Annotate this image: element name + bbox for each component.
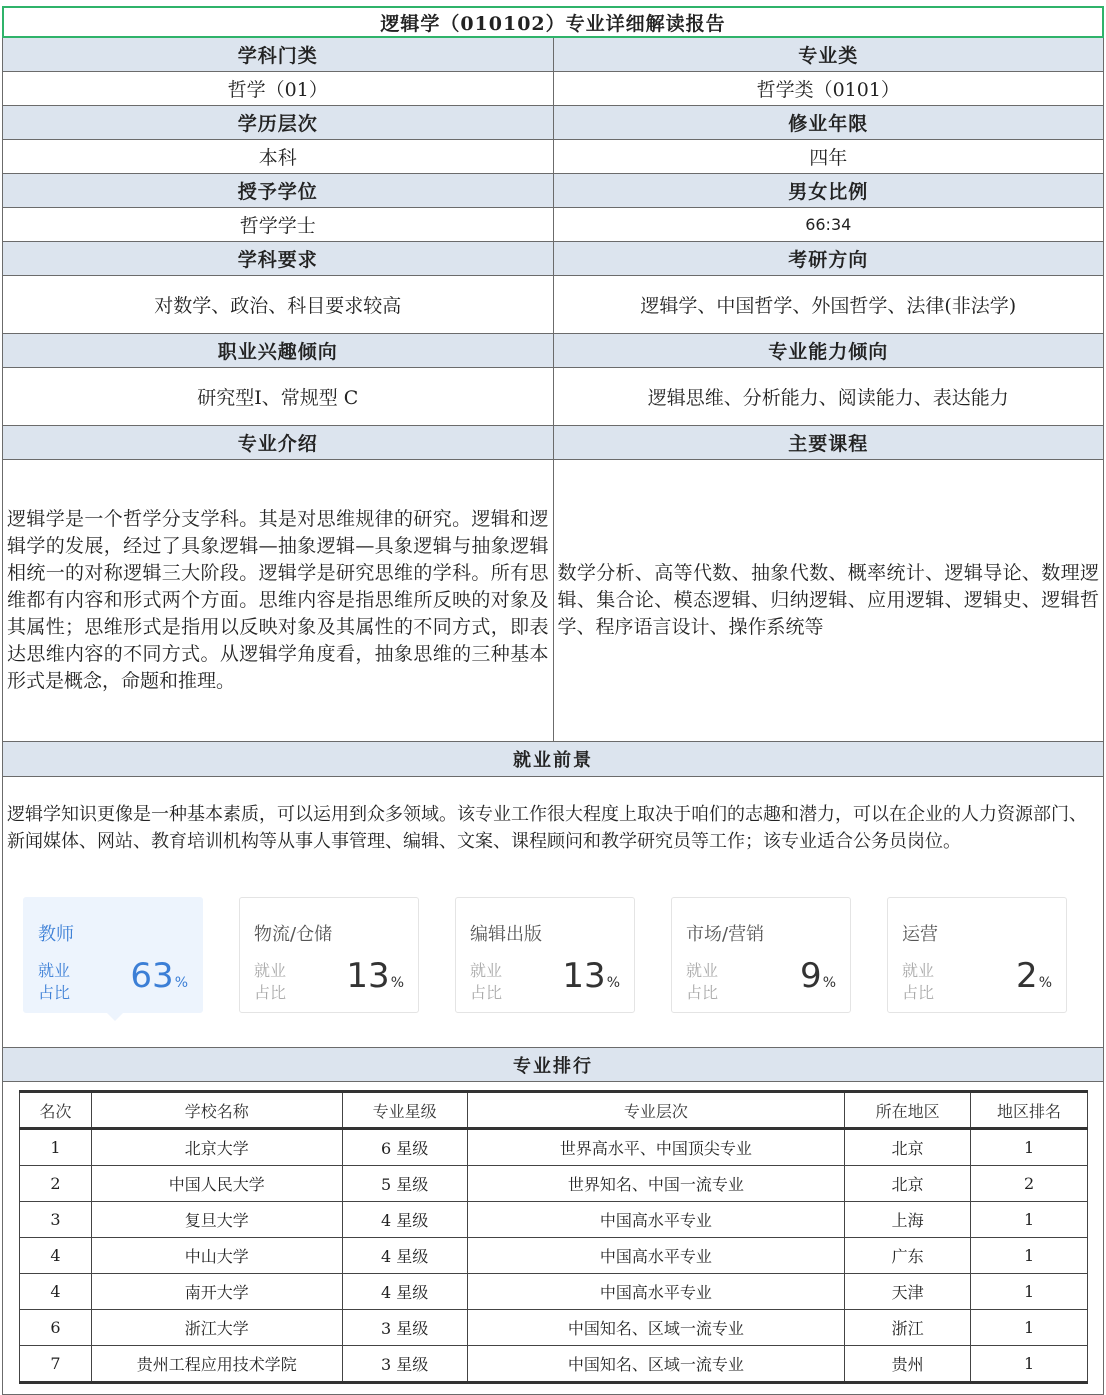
card-label-line2: 占比 [470,983,503,1002]
card-value [562,956,620,996]
cell-region: 北京 [845,1166,971,1202]
header-subject-requirement: 学科要求 [3,242,553,275]
header-major-class: 专业类 [553,38,1104,71]
cell-school: 浙江大学 [91,1310,342,1346]
cell-rank: 7 [20,1346,92,1383]
cell-region-rank: 1 [971,1346,1088,1383]
cell-level: 中国高水平专业 [467,1238,845,1274]
info-header-row [2,106,1104,140]
value-ability-tendency: 逻辑思维、分析能力、阅读能力、表达能力 [553,368,1104,425]
ranking-section [2,1082,1104,1395]
header-postgrad-direction: 考研方向 [553,242,1104,275]
major-intro-cell [3,460,553,741]
cell-region-rank: 1 [971,1238,1088,1274]
card-value-number: 13 [346,956,390,996]
cell-stars: 4 星级 [342,1202,467,1238]
card-label-line2: 占比 [902,983,935,1002]
cell-region: 上海 [845,1202,971,1238]
cell-school: 中国人民大学 [91,1166,342,1202]
card-label-line1: 就业 [254,961,287,980]
employment-card-marketing[interactable] [671,897,851,1013]
card-value [1016,956,1052,996]
cell-region-rank: 1 [971,1129,1088,1166]
cell-level: 中国高水平专业 [467,1202,845,1238]
ranking-header: 专业排行 [2,1047,1104,1082]
card-value [346,956,404,996]
card-value-unit: % [174,975,188,991]
card-label [686,960,718,1004]
header-major-intro: 专业介绍 [3,426,553,459]
card-label-line1: 就业 [686,961,719,980]
cell-region-rank: 2 [971,1166,1088,1202]
value-education-level: 本科 [3,140,553,173]
card-value [800,956,836,996]
cell-school: 北京大学 [91,1129,342,1166]
cell-region: 北京 [845,1129,971,1166]
info-value-row [2,72,1104,106]
cell-level: 中国知名、区域一流专业 [467,1310,845,1346]
employment-card-publishing[interactable] [455,897,635,1013]
card-value-number: 13 [562,956,606,996]
employment-card-operations[interactable] [887,897,1067,1013]
major-intro-text: 逻辑学是一个哲学分支学科。其是对思维规律的研究。逻辑和逻辑学的发展，经过了具象逻辑—抽象逻辑—具象逻辑与抽象逻辑相统一的对称逻辑三大阶段。逻辑学是研究思维的学科。所有思维都有内容和形式两个方面。思维内容是指思维所反映的对象及其属性；思维形式是指用以反映对象及其属性的不同方式，即表达思维内容的不同方式。从逻辑学角度看，抽象思维的三种基本形式是概念，命题和推理。 [7,508,549,692]
card-name: 市场/营销 [686,924,765,945]
report-sheet [2,6,1104,1395]
card-value-number: 63 [130,956,174,996]
header-study-duration: 修业年限 [553,106,1104,139]
header-career-interest: 职业兴趣倾向 [3,334,553,367]
cell-stars: 3 星级 [342,1310,467,1346]
employment-section [2,777,1104,1047]
cell-stars: 4 星级 [342,1274,467,1310]
table-row [20,1202,1088,1238]
cell-school: 南开大学 [91,1274,342,1310]
info-header-row [2,174,1104,208]
table-row [20,1274,1088,1310]
card-name: 教师 [38,924,74,945]
employment-header: 就业前景 [2,742,1104,777]
card-label-line1: 就业 [470,961,503,980]
col-level: 专业层次 [467,1092,845,1129]
card-value-number: 9 [800,956,822,996]
ranking-header-row [20,1092,1088,1129]
info-header-row [2,242,1104,276]
cell-school: 中山大学 [91,1238,342,1274]
cell-school: 贵州工程应用技术学院 [91,1346,342,1383]
report-title: 逻辑学（010102）专业详细解读报告 [2,6,1104,38]
cell-stars: 4 星级 [342,1238,467,1274]
intro-content-row [2,460,1104,742]
cell-region-rank: 1 [971,1202,1088,1238]
value-postgrad-direction: 逻辑学、中国哲学、外国哲学、法律(非法学) [553,276,1104,333]
cell-region: 贵州 [845,1346,971,1383]
cell-level: 世界高水平、中国顶尖专业 [467,1129,845,1166]
main-courses-text: 数学分析、高等代数、抽象代数、概率统计、逻辑导论、数理逻辑、集合论、模态逻辑、归纳逻辑、应用逻辑、逻辑史、逻辑哲学、程序语言设计、操作系统等 [557,562,1099,638]
cell-region: 浙江 [845,1310,971,1346]
card-name: 编辑出版 [470,924,542,945]
header-discipline-category: 学科门类 [3,38,553,71]
card-value-unit: % [1038,975,1052,991]
info-value-row [2,208,1104,242]
value-degree: 哲学学士 [3,208,553,241]
active-card-pointer [106,1012,124,1021]
card-label [902,960,934,1004]
col-school: 学校名称 [91,1092,342,1129]
card-label [470,960,502,1004]
card-name: 运营 [902,924,938,945]
col-stars: 专业星级 [342,1092,467,1129]
table-row [20,1346,1088,1383]
card-label-line2: 占比 [686,983,719,1002]
value-discipline-category: 哲学（01） [3,72,553,105]
cell-stars: 6 星级 [342,1129,467,1166]
card-label-line1: 就业 [902,961,935,980]
info-value-row [2,276,1104,334]
cell-region: 广东 [845,1238,971,1274]
cell-level: 中国知名、区域一流专业 [467,1346,845,1383]
col-rank: 名次 [20,1092,92,1129]
header-degree: 授予学位 [3,174,553,207]
header-education-level: 学历层次 [3,106,553,139]
info-value-row [2,368,1104,426]
employment-cards [23,897,1103,1013]
card-value-unit: % [606,975,620,991]
card-label-line2: 占比 [38,983,71,1002]
cell-school: 复旦大学 [91,1202,342,1238]
cell-rank: 4 [20,1274,92,1310]
value-study-duration: 四年 [553,140,1104,173]
header-main-courses: 主要课程 [553,426,1104,459]
intro-header-row [2,426,1104,460]
cell-rank: 3 [20,1202,92,1238]
card-value-unit: % [390,975,404,991]
card-label [254,960,286,1004]
card-label-line2: 占比 [254,983,287,1002]
table-row [20,1238,1088,1274]
value-gender-ratio: 66:34 [553,208,1104,241]
cell-stars: 5 星级 [342,1166,467,1202]
cell-region-rank: 1 [971,1274,1088,1310]
cell-level: 中国高水平专业 [467,1274,845,1310]
header-gender-ratio: 男女比例 [553,174,1104,207]
col-region-rank: 地区排名 [971,1092,1088,1129]
cell-rank: 1 [20,1129,92,1166]
employment-card-logistics[interactable] [239,897,419,1013]
info-value-row [2,140,1104,174]
value-major-class: 哲学类（0101） [553,72,1104,105]
card-value-unit: % [822,975,836,991]
value-subject-requirement: 对数学、政治、科目要求较高 [3,276,553,333]
info-header-row [2,334,1104,368]
employment-card-teacher[interactable] [23,897,203,1013]
cell-rank: 4 [20,1238,92,1274]
cell-level: 世界知名、中国一流专业 [467,1166,845,1202]
cell-region-rank: 1 [971,1310,1088,1346]
card-value-number: 2 [1016,956,1038,996]
col-region: 所在地区 [845,1092,971,1129]
table-row [20,1129,1088,1166]
table-row [20,1166,1088,1202]
cell-stars: 3 星级 [342,1346,467,1383]
card-value [130,956,188,996]
cell-region: 天津 [845,1274,971,1310]
table-row [20,1310,1088,1346]
card-label [38,960,70,1004]
card-label-line1: 就业 [38,961,71,980]
cell-rank: 2 [20,1166,92,1202]
main-courses-cell [553,460,1104,741]
header-ability-tendency: 专业能力倾向 [553,334,1104,367]
employment-text: 逻辑学知识更像是一种基本素质，可以运用到众多领域。该专业工作很大程度上取决于咱们的志趣和潜力，可以在企业的人力资源部门、新闻媒体、网站、教育培训机构等从事人事管理、编辑、文案、课程顾问和教学研究员等工作；该专业适合公务员岗位。 [7,804,1087,852]
info-header-row [2,38,1104,72]
ranking-table [19,1090,1088,1384]
cell-rank: 6 [20,1310,92,1346]
card-name: 物流/仓储 [254,924,333,945]
value-career-interest: 研究型I、常规型 C [3,368,553,425]
